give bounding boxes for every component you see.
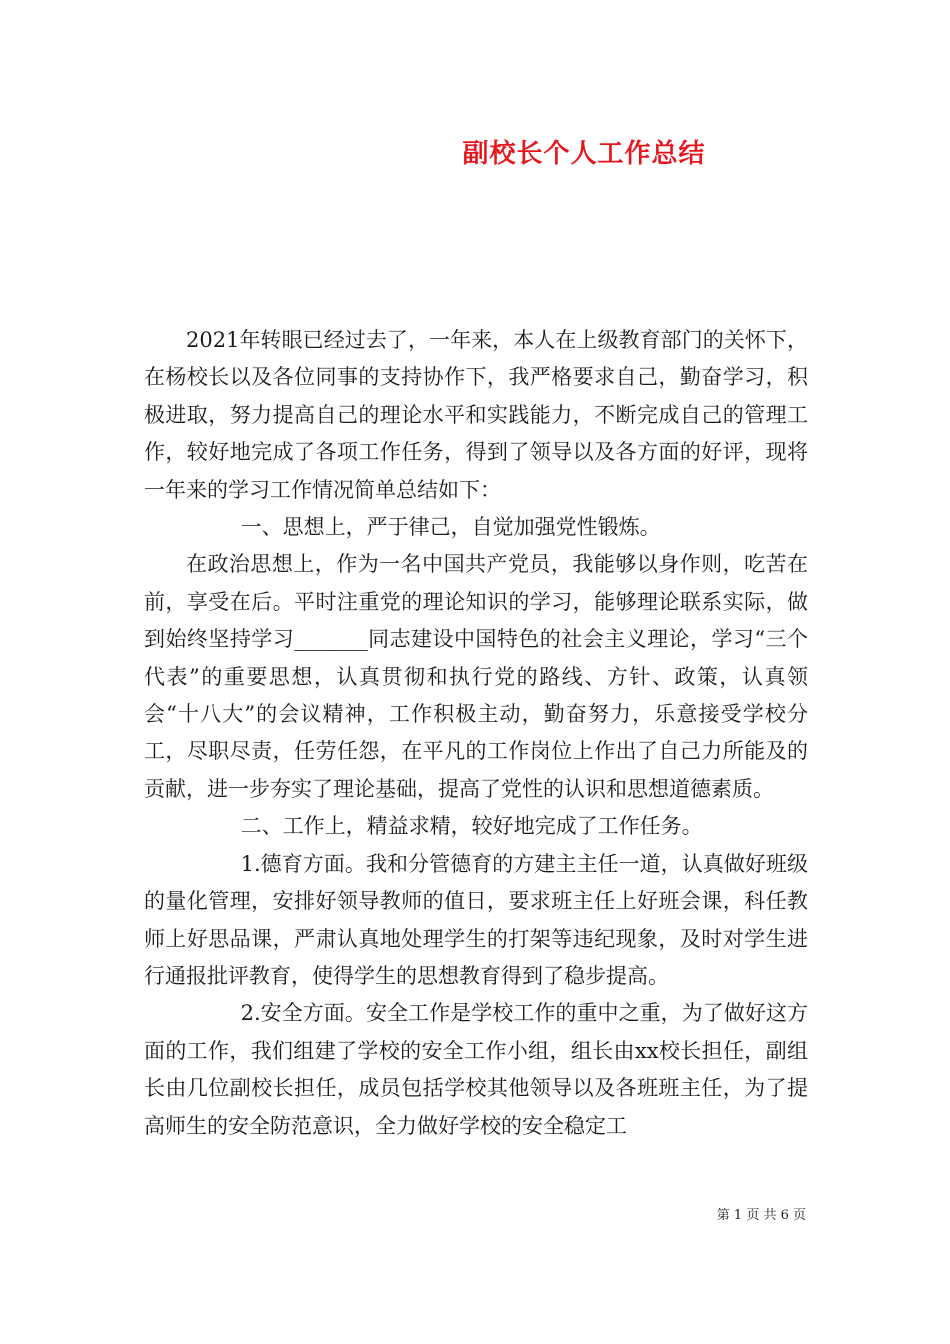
page-number: 第 1 页 共 6 页 (716, 1208, 806, 1223)
list-item-moral-education: 1.德育方面。我和分管德育的方建主主任一道，认真做好班级的量化管理，安排好领导教师的值日，要求班主任上好班会课，科任教师上好思品课，严肃认真地处理学生的打架等违纪现象，及时对学生进行通报批评教育，使得学生的思想教育得到了稳步提高。 (144, 851, 808, 988)
list-item-safety: 2.安全方面。安全工作是学校工作的重中之重，为了做好这方面的工作，我们组建了学校的安全工作小组，组长由xx校长担任，副组长由几位副校长担任，成员包括学校其他领导以及各班班主任，为了提高师生的安全防范意识，全力做好学校的安全稳定工 (144, 1001, 808, 1138)
intro-paragraph: 2021年转眼已经过去了，一年来，本人在上级教育部门的关怀下，在杨校长以及各位同事的支持协作下，我严格要求自己，勤奋学习，积极进取，努力提高自己的理论水平和实践能力，不断完成自己的管理工作，较好地完成了各项工作任务，得到了领导以及各方面的好评，现将一年来的学习工作情况简单总结如下： (144, 328, 808, 502)
document-body (144, 322, 808, 1145)
section-heading-1: 一、思想上，严于律己，自觉加强党性锻炼。 (240, 515, 661, 540)
body-paragraph: 在政治思想上，作为一名中国共产党员，我能够以身作则，吃苦在前，享受在后。平时注重党的理论知识的学习，能够理论联系实际，做到始终坚持学习_______同志建设中国特色的社会主义理论，学习“三个代表”的重要思想，认真贯彻和执行党的路线、方针、政策，认真领会“十八大”的会议精神，工作积极主动，勤奋努力，乐意接受学校分工，尽职尽责，任劳任怨，在平凡的工作岗位上作出了自己力所能及的贡献，进一步夯实了理论基础，提高了党性的认识和思想道德素质。 (144, 552, 808, 801)
document-title: 副校长个人工作总结 (462, 139, 706, 169)
section-heading-2: 二、工作上，精益求精，较好地完成了工作任务。 (240, 814, 703, 839)
